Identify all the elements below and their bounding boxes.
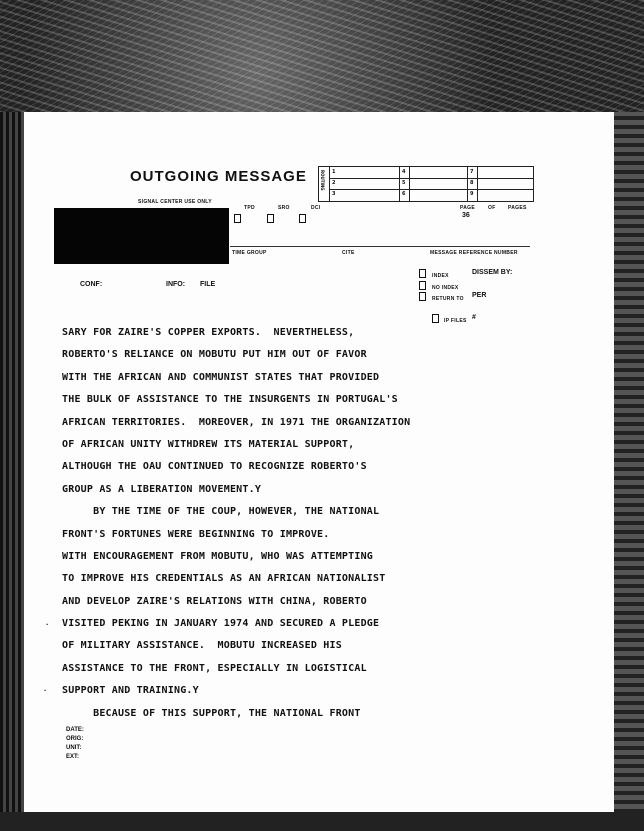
conf-label: CONF: [80, 281, 103, 288]
grid-label: 5 [402, 180, 406, 186]
return-to-label: RETURN TO [432, 296, 464, 302]
scan-edge-bottom [0, 812, 644, 831]
time-group-label: TIME GROUP [232, 250, 267, 256]
scan-edge-left [0, 112, 24, 831]
file-label: FILE [200, 281, 216, 288]
info-label: INFO: [166, 281, 186, 288]
margin-mark: · [44, 686, 47, 695]
body-line: ALTHOUGH THE OAU CONTINUED TO RECOGNIZE ROBERTO'S [62, 461, 367, 473]
pages-label: PAGES [508, 205, 527, 211]
body-line: BY THE TIME OF THE COUP, HOWEVER, THE NATIONAL [62, 506, 380, 518]
date-label: DATE: [66, 727, 84, 733]
dci-checkbox [299, 214, 306, 223]
of-label: OF [488, 205, 496, 211]
message-body [62, 322, 452, 725]
page-number: 36 [462, 212, 470, 219]
cite-label: CITE [342, 250, 355, 256]
body-line: GROUP AS A LIBERATION MOVEMENT.Y [62, 483, 262, 495]
tpd-checkbox [234, 214, 241, 223]
body-line: SUPPORT AND TRAINING.Y [62, 685, 199, 697]
ext-label: EXT: [66, 754, 80, 760]
per-label: PER [472, 292, 487, 299]
dci-label: DCI [311, 205, 321, 211]
sro-checkbox [267, 214, 274, 223]
form-footer [66, 726, 84, 762]
signal-center-label: SIGNAL CENTER USE ONLY [138, 199, 212, 205]
body-line: TO IMPROVE HIS CREDENTIALS AS AN AFRICAN NATIONALIST [62, 573, 386, 585]
index-label: INDEX [432, 273, 449, 279]
orig-label: ORIG: [66, 736, 84, 742]
tpd-label: TPD [244, 205, 255, 211]
body-line: ROBERTO'S RELIANCE ON MOBUTU PUT HIM OUT OF FAVOR [62, 349, 367, 361]
hash-label: # [472, 314, 476, 321]
body-line: SARY FOR ZAIRE'S COPPER EXPORTS. NEVERTHELESS, [62, 327, 355, 338]
scan-edge-right [614, 112, 644, 831]
body-line: AFRICAN TERRITORIES. MOREOVER, IN 1971 THE ORGANIZATION [62, 416, 411, 428]
body-line: OF AFRICAN UNITY WITHDREW ITS MATERIAL SUPPORT, [62, 438, 355, 450]
page-label: PAGE [460, 205, 475, 211]
routing-grid [318, 166, 534, 202]
message-ref-label: MESSAGE REFERENCE NUMBER [430, 250, 518, 256]
body-line: BECAUSE OF THIS SUPPORT, THE NATIONAL FRONT [62, 707, 361, 719]
grid-label: 4 [402, 169, 406, 175]
body-line: OF MILITARY ASSISTANCE. MOBUTU INCREASED HIS [62, 640, 342, 652]
dissem-by-label: DISSEM BY: [472, 269, 513, 276]
grid-label: 2 [332, 180, 336, 186]
body-line: VISITED PEKING IN JANUARY 1974 AND SECURED A PLEDGE [62, 618, 380, 630]
return-to-checkbox [419, 292, 426, 301]
header-divider [230, 246, 530, 247]
grid-label: 7 [470, 169, 474, 175]
margin-mark: · [46, 620, 49, 629]
no-index-label: NO INDEX [432, 285, 459, 291]
ip-files-label: IP FILES [444, 318, 467, 324]
grid-label: 9 [470, 191, 474, 197]
body-line: FRONT'S FORTUNES WERE BEGINNING TO IMPROVE. [62, 528, 330, 540]
scan-noise-top [0, 0, 644, 120]
redacted-block [54, 208, 229, 264]
grid-side-label: ROUTING [320, 170, 325, 191]
unit-label: UNIT: [66, 745, 82, 751]
body-line: WITH ENCOURAGEMENT FROM MOBUTU, WHO WAS ATTEMPTING [62, 550, 374, 562]
body-line: WITH THE AFRICAN AND COMMUNIST STATES THAT PROVIDED [62, 371, 380, 383]
sro-label: SRO [278, 205, 290, 211]
index-checkbox [419, 269, 426, 278]
grid-label: 8 [470, 180, 474, 186]
form-title: OUTGOING MESSAGE [130, 168, 307, 185]
body-line: AND DEVELOP ZAIRE'S RELATIONS WITH CHINA, ROBERTO [62, 595, 367, 607]
body-line: ASSISTANCE TO THE FRONT, ESPECIALLY IN LOGISTICAL [62, 662, 367, 674]
grid-label: 3 [332, 191, 336, 197]
body-line: THE BULK OF ASSISTANCE TO THE INSURGENTS IN PORTUGAL'S [62, 394, 398, 406]
grid-label: 6 [402, 191, 406, 197]
no-index-checkbox [419, 281, 426, 290]
grid-label: 1 [332, 169, 336, 175]
